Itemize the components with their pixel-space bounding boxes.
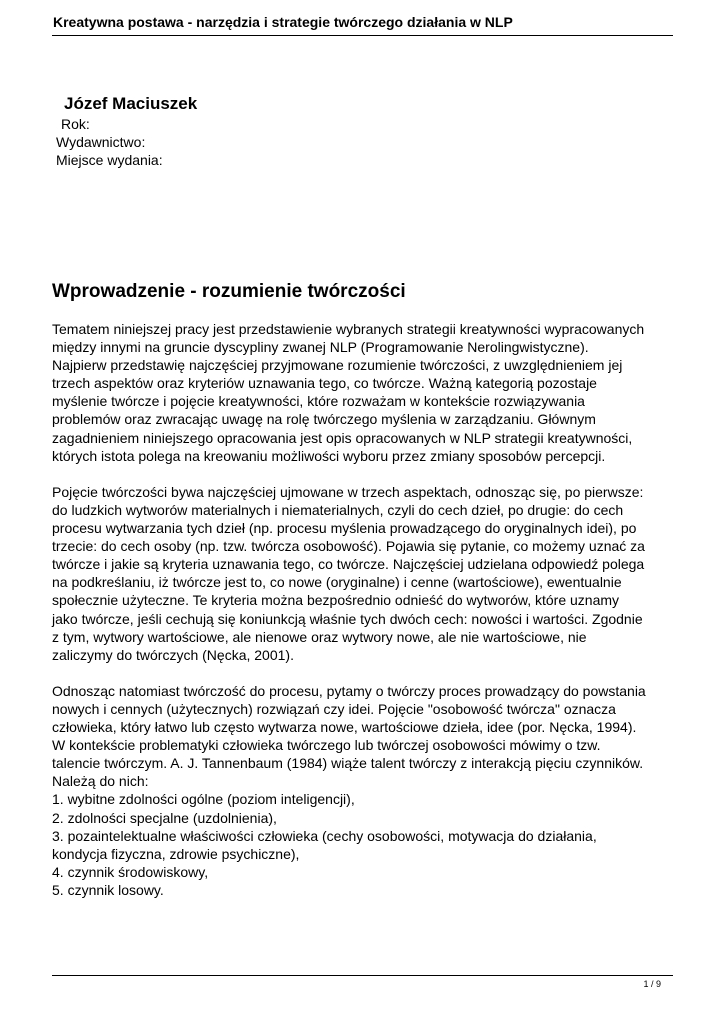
author-name: Józef Maciuszek (64, 94, 198, 113)
running-header-title: Kreatywna postawa - narzędzia i strategie twórczego działania w NLP (53, 14, 513, 30)
footer-divider (52, 975, 673, 976)
header-divider (52, 35, 673, 36)
year-label: Rok: (61, 116, 90, 132)
paragraph-introduction: Tematem niniejszej pracy jest przedstawienie wybranych strategii kreatywności wypracowanych między innymi na gruncie dyscypliny zwanej NLP (Programowanie Nerolingwistyczne). Najpierw przedstawię najczęściej przyjmowane rozumienie twórczości, z uwzględnieniem jej trzech aspektów oraz kryteriów uznawania tego, co twórcze. Ważną kategorią pozostaje myślenie twórcze i pojęcie kreatywności, które rozważam w kontekście rozwiązywania problemów oraz zwracając uwagę na rolę twórczego myślenia w zarządzaniu. Głównym zagadnieniem niniejszego opracowania jest opis opracowanych w NLP strategii kreatywności, których istota polega na kreowaniu możliwości wyboru przez zmiany sposobów percepcji. (52, 321, 645, 464)
place-of-publication-label: Miejsce wydania: (56, 152, 163, 168)
page-number: 1 / 9 (643, 979, 661, 989)
section-heading: Wprowadzenie - rozumienie twórczości (52, 281, 406, 302)
paragraph-concept-of-creativity: Pojęcie twórczości bywa najczęściej ujmowane w trzech aspektach, odnosząc się, po pierwsze: do ludzkich wytworów materialnych i niematerialnych, czyli do cech dzieł, po drugie: do cech procesu wytwarzania tych dzieł (np. procesu myślenia prowadzącego do oryginalnych idei), po trzecie: do cech osoby (np. tzw. twórcza osobowość). Pojawia się pytanie, co możemy uznać za twórcze i jakie są kryteria uznawania tego, co twórcze. Najczęściej udzielana odpowiedź polega na podkreślaniu, iż twórcze jest to, co nowe (oryginalne) i cenne (wartościowe), ewentualnie społecznie użyteczne. Te kryteria można bezpośrednio odnieść do wytworów, które uznamy jako twórcze, jeśli cechują się koniunkcją właśnie tych dwóch cech: nowości i wartości. Zgodnie z tym, wytwory wartościowe, ale nienowe oraz wytwory nowe, ale nie wartościowe, nie zaliczymy do twórczych (Nęcka, 2001). (52, 483, 645, 663)
paragraph-creative-process: Odnosząc natomiast twórczość do procesu, pytamy o twórczy proces prowadzący do powstania nowych i cennych (użytecznych) rozwiązań czy idei. Pojęcie "osobowość twórcza" oznacza człowieka, który łatwo lub często wytwarza nowe, wartościowe dzieła, idee (por. Nęcka, 1994). W kontekście problematyki człowieka twórczego lub twórczej osobowości mówimy o tzw. talencie twórczym. A. J. Tannenbaum (1984) wiąże talent twórczy z interakcją pięciu czynników. Należą do nich: 1. wybitne zdolności ogólne (poziom inteligencji), 2. zdolności specjalne (uzdolnienia), 3. pozaintelektualne właściwości człowieka (cechy osobowości, motywacja do działania, kondycja fizyczna, zdrowie psychiczne), 4. czynnik środowiskowy, 5. czynnik losowy. (52, 682, 646, 898)
publisher-label: Wydawnictwo: (56, 134, 146, 150)
article-body (52, 320, 677, 899)
